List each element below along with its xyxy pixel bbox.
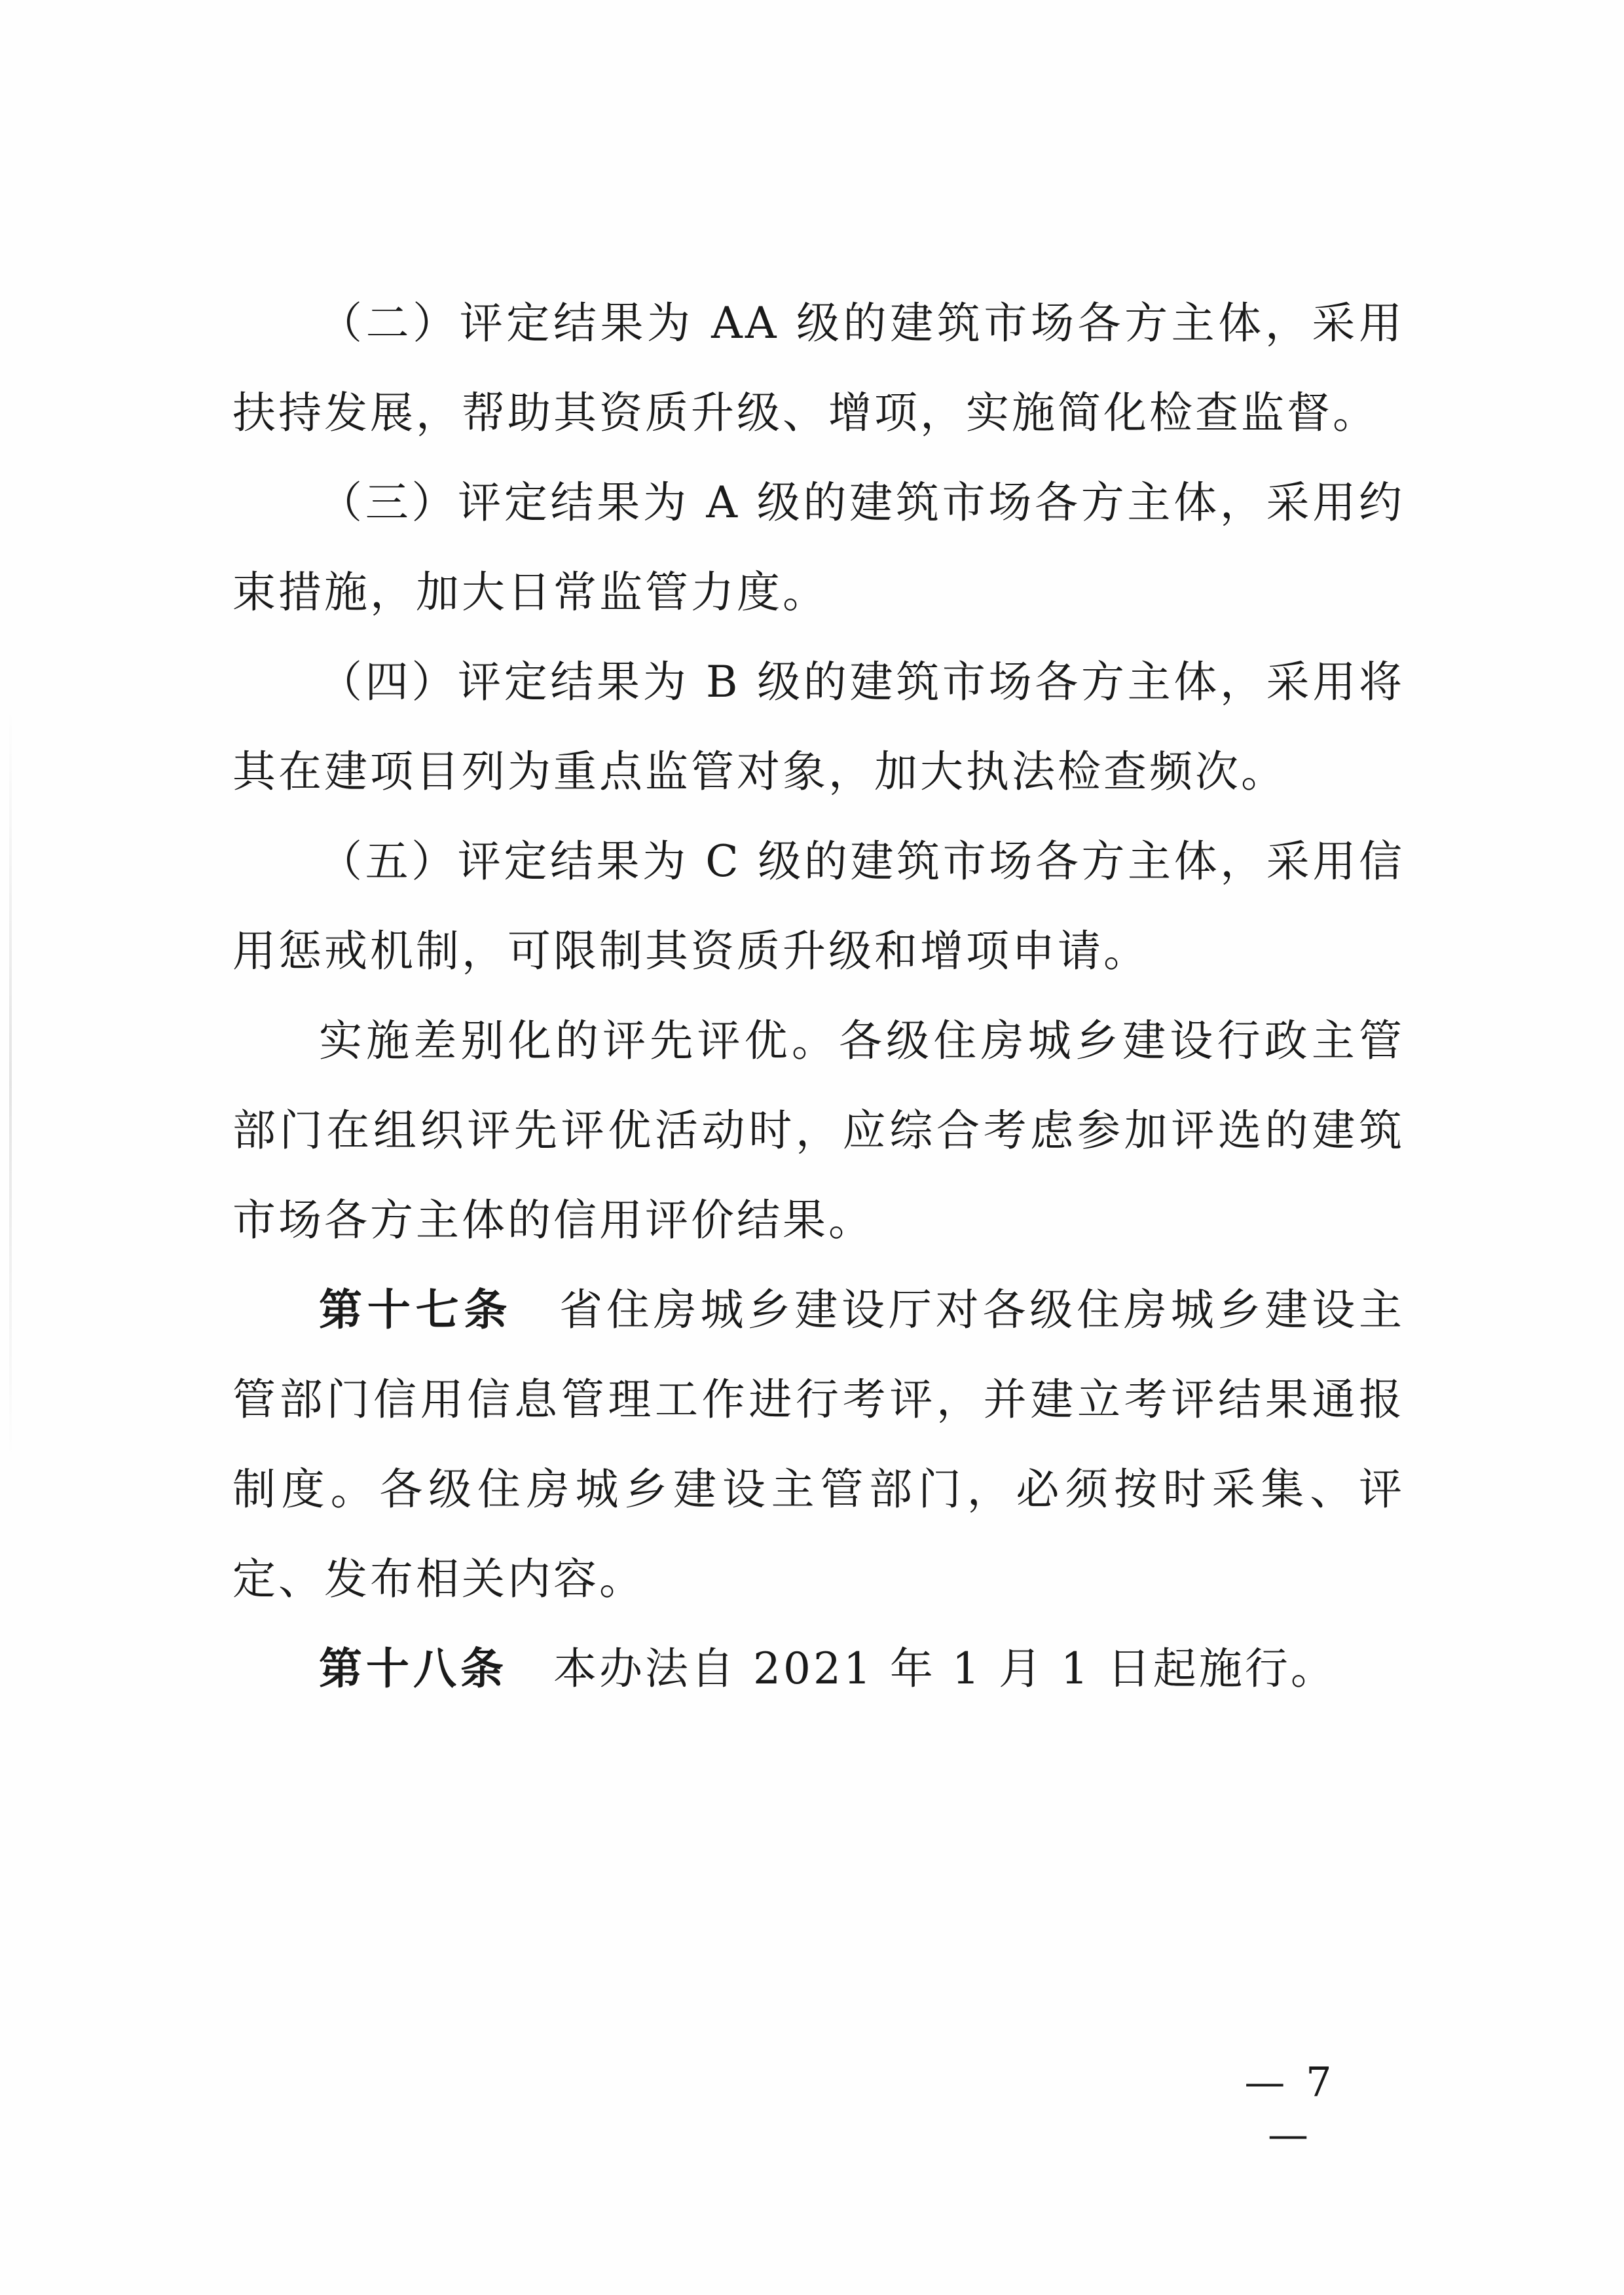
scan-edge-shadow (9, 707, 12, 1460)
article-18-text: 本办法自 2021 年 1 月 1 日起施行。 (507, 1643, 1337, 1694)
paragraph-differentiated-evaluation (232, 996, 1405, 1265)
paragraph-item-3 (232, 458, 1405, 637)
article-18 (232, 1624, 1405, 1714)
paragraph-text: （三）评定结果为 A 级的建筑市场各方主体，采用约束措施，加大日常监管力度。 (232, 477, 1405, 617)
paragraph-text: （五）评定结果为 C 级的建筑市场各方主体，采用信用惩戒机制，可限制其资质升级和增项申请。 (232, 836, 1405, 976)
paragraph-item-4 (232, 637, 1405, 817)
paragraph-item-5 (232, 817, 1405, 996)
document-body (232, 278, 1405, 1714)
paragraph-text: 实施差别化的评先评优。各级住房城乡建设行政主管部门在组织评先评优活动时，应综合考虑参加评选的建筑市场各方主体的信用评价结果。 (232, 1016, 1405, 1245)
article-18-heading: 第十八条 (319, 1643, 507, 1694)
paragraph-text: （四）评定结果为 B 级的建筑市场各方主体，采用将其在建项目列为重点监管对象，加大执法检查频次。 (232, 657, 1405, 797)
paragraph-item-2 (232, 278, 1405, 458)
article-17 (232, 1265, 1405, 1624)
page-number: — 7 — (1244, 2058, 1336, 2158)
article-17-heading: 第十七条 (319, 1285, 513, 1335)
article-17-text: 省住房城乡建设厅对各级住房城乡建设主管部门信用信息管理工作进行考评，并建立考评结果通报制度。各级住房城乡建设主管部门，必须按时采集、评定、发布相关内容。 (232, 1285, 1405, 1604)
paragraph-text: （二）评定结果为 AA 级的建筑市场各方主体，采用扶持发展，帮助其资质升级、增项，实施简化检查监督。 (232, 298, 1405, 438)
